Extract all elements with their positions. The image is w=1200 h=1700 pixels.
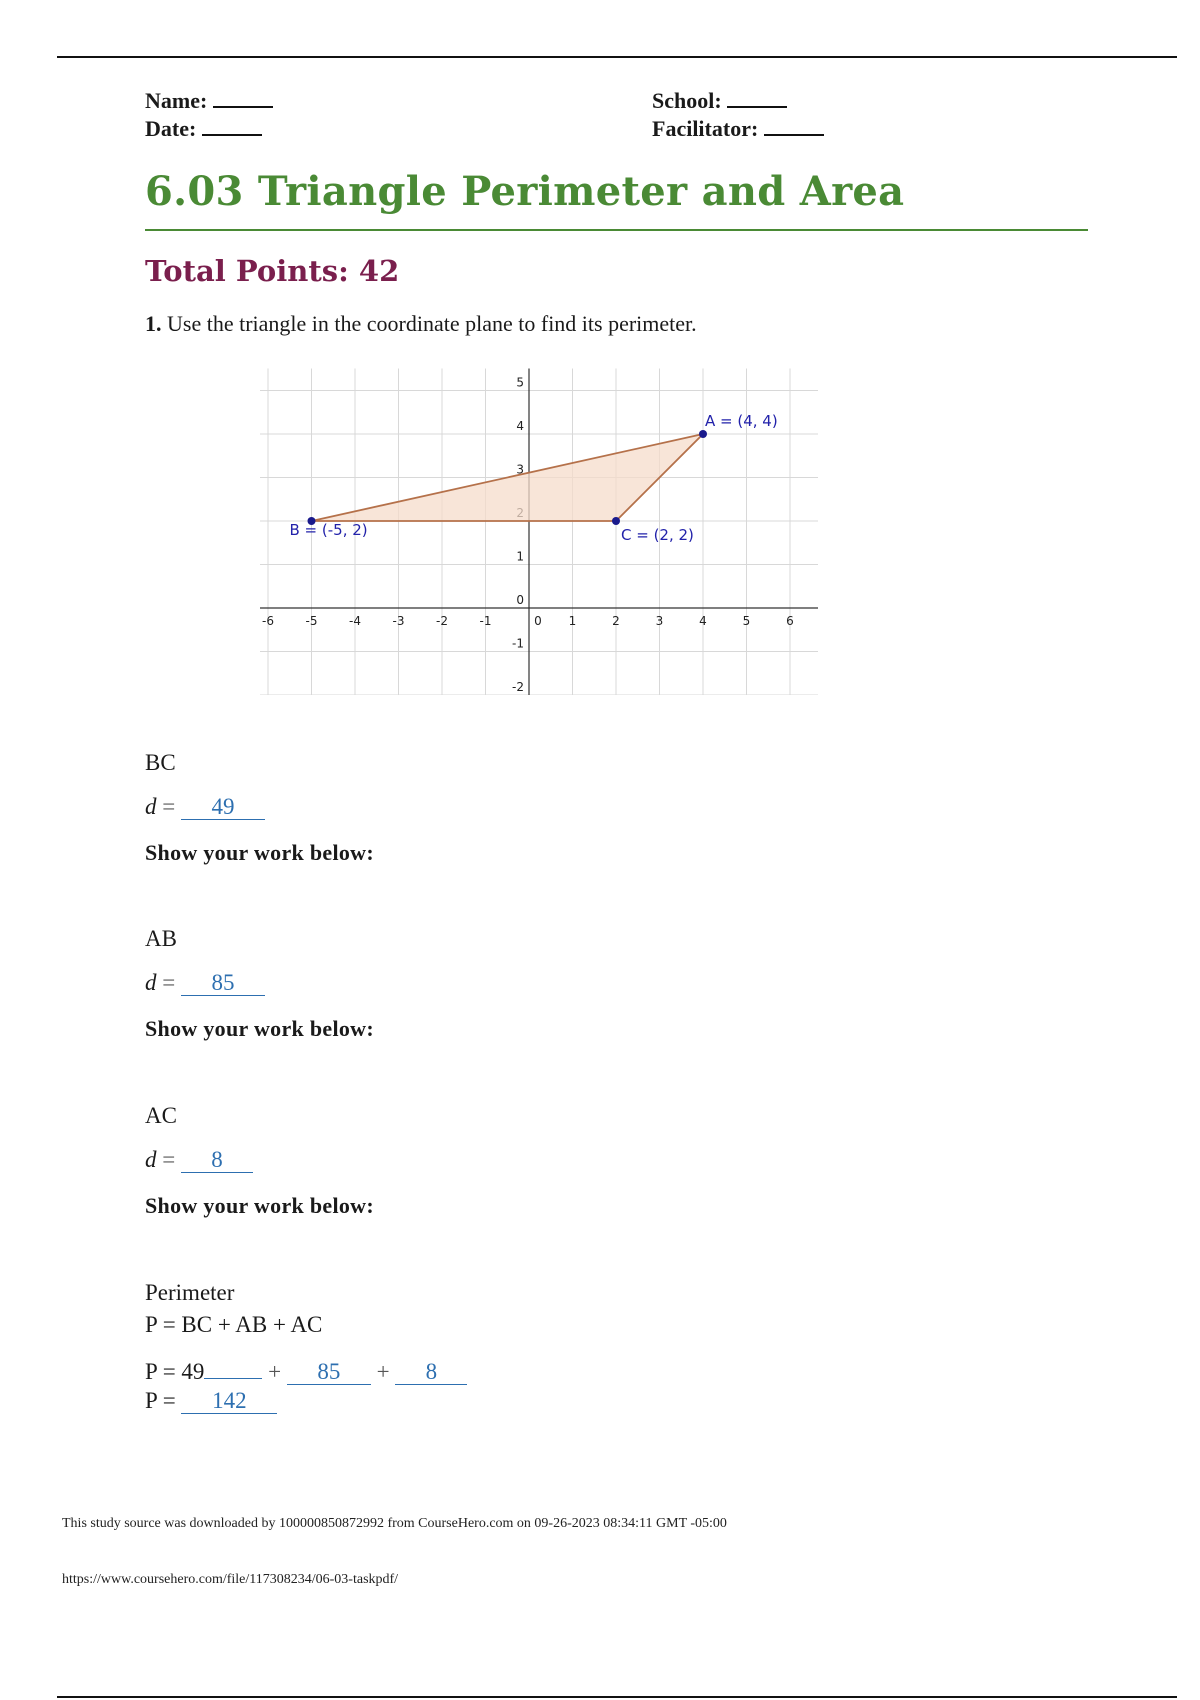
bc-blank[interactable] <box>204 1356 262 1379</box>
x-tick-label: -2 <box>436 614 448 628</box>
x-tick-label: -4 <box>349 614 361 628</box>
y-tick-label: 4 <box>516 419 524 433</box>
perimeter-result-line <box>145 1388 277 1414</box>
vertex-c <box>612 517 620 525</box>
total-points: Total Points: 42 <box>145 254 400 288</box>
point-label-a: A = (4, 4) <box>705 412 778 430</box>
equals-sign: = <box>162 1147 176 1172</box>
school-label: School: <box>652 88 722 113</box>
point-label-b: B = (-5, 2) <box>289 521 368 539</box>
sum-ac-value[interactable]: 8 <box>395 1360 467 1385</box>
download-source-note: This study source was downloaded by 100000850872992 from CourseHero.com on 09-26-2023 08:34:11 GMT -05:00 <box>62 1516 727 1531</box>
answer-ab[interactable]: 85 <box>181 971 265 996</box>
plus-sign: + <box>376 1359 390 1384</box>
equals-sign: = <box>162 794 176 819</box>
school-field <box>652 88 787 114</box>
question-number: 1. <box>145 311 162 336</box>
perimeter-label: Perimeter <box>145 1280 235 1305</box>
date-label: Date: <box>145 116 197 141</box>
y-tick-label: 0 <box>516 593 524 607</box>
y-tick-label: -2 <box>512 680 524 694</box>
coordinate-plane-graph <box>260 355 830 695</box>
d-symbol: d <box>145 1147 157 1172</box>
page-title: 6.03 Triangle Perimeter and Area <box>145 168 905 215</box>
y-tick-label: 3 <box>516 462 524 477</box>
x-tick-label: 3 <box>655 614 664 628</box>
x-tick-label: 5 <box>742 614 751 628</box>
facilitator-label: Facilitator: <box>652 116 759 141</box>
x-tick-label: -5 <box>305 614 318 628</box>
sum-prefix: P = 49 <box>145 1359 205 1384</box>
date-blank[interactable] <box>202 116 262 136</box>
answer-ac[interactable]: 8 <box>181 1148 253 1173</box>
distance-line-bc <box>145 794 265 820</box>
result-prefix: P = <box>145 1388 176 1413</box>
top-rule <box>57 56 1177 58</box>
question-1 <box>145 311 697 337</box>
segment-label-ab: AB <box>145 926 177 951</box>
name-field <box>145 88 273 114</box>
plus-sign: + <box>268 1359 282 1384</box>
school-blank[interactable] <box>727 88 787 108</box>
question-text: Use the triangle in the coordinate plane to find its perimeter. <box>167 311 697 336</box>
vertex-a <box>699 430 707 438</box>
bottom-rule <box>57 1696 1177 1698</box>
perimeter-formula: P = BC + AB + AC <box>145 1312 323 1337</box>
x-tick-label: 6 <box>786 614 794 628</box>
date-field <box>145 116 262 142</box>
d-symbol: d <box>145 794 157 819</box>
name-blank[interactable] <box>213 88 273 108</box>
d-symbol: d <box>145 970 157 995</box>
sum-ab-value[interactable]: 85 <box>287 1360 371 1385</box>
segment-label-ac: AC <box>145 1103 177 1128</box>
facilitator-blank[interactable] <box>764 116 824 136</box>
work-prompt-ab: Show your work below: <box>145 1016 374 1041</box>
perimeter-sum-line <box>145 1356 467 1385</box>
answer-bc[interactable]: 49 <box>181 795 265 820</box>
work-prompt-ac: Show your work below: <box>145 1193 374 1218</box>
distance-line-ab <box>145 970 265 996</box>
x-tick-label: 4 <box>699 614 707 628</box>
distance-line-ac <box>145 1147 253 1173</box>
work-prompt-bc: Show your work below: <box>145 840 374 865</box>
y-tick-label: 1 <box>516 549 524 564</box>
y-tick-label: -1 <box>512 636 524 651</box>
title-underline <box>145 229 1088 231</box>
x-tick-label: 2 <box>612 614 620 628</box>
name-label: Name: <box>145 88 208 113</box>
facilitator-field <box>652 116 824 142</box>
x-tick-label: -6 <box>262 614 274 628</box>
source-url[interactable]: https://www.coursehero.com/file/117308234/06-03-taskpdf/ <box>62 1572 399 1587</box>
x-tick-label: -1 <box>479 614 492 628</box>
y-tick-label: 5 <box>516 375 524 390</box>
x-tick-label: 0 <box>534 614 542 628</box>
equals-sign: = <box>162 970 176 995</box>
segment-label-bc: BC <box>145 750 176 775</box>
point-label-c: C = (2, 2) <box>621 526 694 544</box>
x-tick-label: -3 <box>392 614 405 628</box>
perimeter-result[interactable]: 142 <box>181 1389 277 1414</box>
x-tick-label: 1 <box>568 614 577 628</box>
